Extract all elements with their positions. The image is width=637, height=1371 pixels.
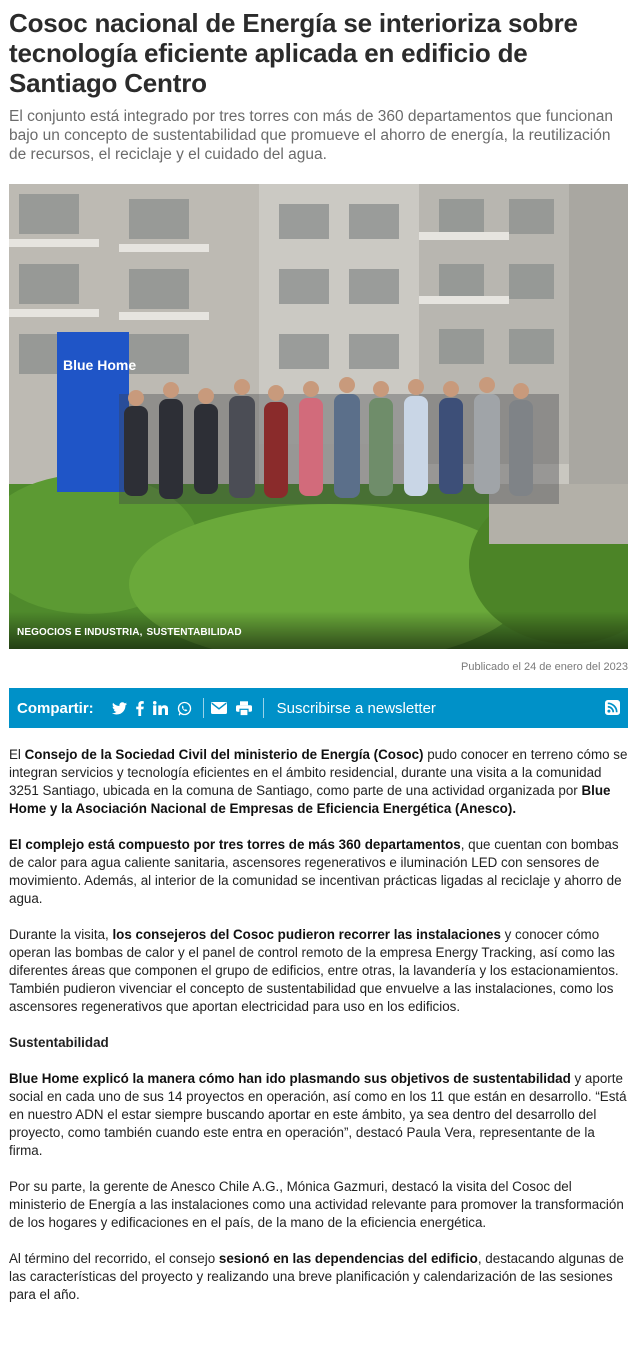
- article-photo: [9, 184, 628, 649]
- text: pudo conocer en terreno cómo se integran servicios y tecnología eficientes en el ámbito residencial, durante una visita a la comunidad 3251 Santiago, ubicada en la comuna de Santiago, como parte de una actividad organizada por: [9, 747, 628, 798]
- twitter-icon[interactable]: [112, 698, 127, 718]
- bold-text: Blue Home y la Asociación Nacional de Empresas de Eficiencia Energética (Anesco).: [9, 783, 611, 816]
- category-list: [9, 611, 628, 649]
- category-link[interactable]: NEGOCIOS E INDUSTRIA: [17, 627, 140, 638]
- share-label: Compartir:: [17, 699, 94, 717]
- group-photo-illustration: [9, 184, 628, 649]
- category-separator: ,: [139, 627, 143, 638]
- text: Por su parte, la gerente de Anesco Chile A.G., Mónica Gazmuri, destacó la visita del Cosoc del ministerio de Energía a las instalaciones como una actividad relevante para promover la transformación de los hogares y edificaciones en el país, de la mano de la eficiencia energética.: [9, 1179, 624, 1230]
- text: Durante la visita,: [9, 927, 113, 942]
- text: , que cuentan con bombas de calor para agua caliente sanitaria, ascensores regenerativos e iluminación LED con sensores de movimiento. Además, al interior de la comunidad se incentivan prácticas ligadas al reciclaje y ahorro de agua.: [9, 837, 622, 906]
- category-link[interactable]: SUSTENTABILIDAD: [146, 627, 242, 638]
- facebook-icon[interactable]: [136, 698, 144, 718]
- share-divider: [263, 698, 264, 718]
- whatsapp-icon[interactable]: [177, 698, 192, 718]
- linkedin-icon[interactable]: [153, 698, 168, 718]
- text: Al término del recorrido, el consejo: [9, 1251, 219, 1266]
- newsletter-link[interactable]: Suscribirse a newsletter: [276, 699, 436, 717]
- rss-icon[interactable]: [605, 700, 620, 720]
- banner-brand: Blue Home: [63, 357, 137, 373]
- paragraph: [9, 836, 628, 908]
- bold-text: Blue Home explicó la manera cómo han ido plasmando sus objetivos de sustentabilidad: [9, 1071, 571, 1086]
- paragraph: [9, 1070, 628, 1160]
- publish-date: Publicado el 24 de enero del 2023: [461, 661, 628, 673]
- paragraph: [9, 746, 628, 818]
- paragraph: [9, 1250, 628, 1304]
- paragraph: [9, 1178, 628, 1232]
- bold-text: El complejo está compuesto por tres torres de más 360 departamentos: [9, 837, 461, 852]
- paragraph: [9, 926, 628, 1016]
- article-body: [9, 746, 628, 1304]
- article-title: Cosoc nacional de Energía se interioriza sobre tecnología eficiente aplicada en edificio de Santiago Centro: [9, 8, 578, 98]
- share-bar: [9, 688, 628, 728]
- text: , destacando algunas de las características del proyecto y realizando una breve planificación y calendarización de las sesiones para el año.: [9, 1251, 624, 1302]
- share-divider: [203, 698, 204, 718]
- print-icon[interactable]: [236, 698, 252, 718]
- bold-text: los consejeros del Cosoc pudieron recorrer las instalaciones: [112, 927, 501, 942]
- bold-text: Consejo de la Sociedad Civil del ministerio de Energía (Cosoc): [24, 747, 424, 762]
- text: y conocer cómo operan las bombas de calor y el panel de control remoto de la empresa Energy Tracking, así como las diferentes áreas que componen el grupo de edificios, entre otras, la lavandería y los estacionamientos. También pudieron vivenciar el concepto de sustentabilidad que envuelve a las instalaciones, como los ascensores regenerativos que aportan electricidad para uso en los edificios.: [9, 927, 619, 1014]
- email-icon[interactable]: [211, 698, 227, 718]
- article-lead: El conjunto está integrado por tres torres con más de 360 departamentos que funcionan bajo un concepto de sustentabilidad que promueve el ahorro de energía, la reutilización de recursos, el reciclaje y el cuidado del agua.: [9, 108, 614, 163]
- bold-text: sesionó en las dependencias del edificio: [218, 1251, 478, 1266]
- section-heading: Sustentabilidad: [9, 1035, 109, 1050]
- text: El: [9, 747, 25, 762]
- text: y aporte social en cada uno de sus 14 proyectos en operación, así como en los 11 que están en desarrollo. “Está en nuestro ADN el estar siempre buscando aportar en este ámbito, ya sea dentro del desarrollo del proyecto, como también cuando este entra en operación”, destacó Paula Vera, representante de la firma.: [9, 1071, 627, 1158]
